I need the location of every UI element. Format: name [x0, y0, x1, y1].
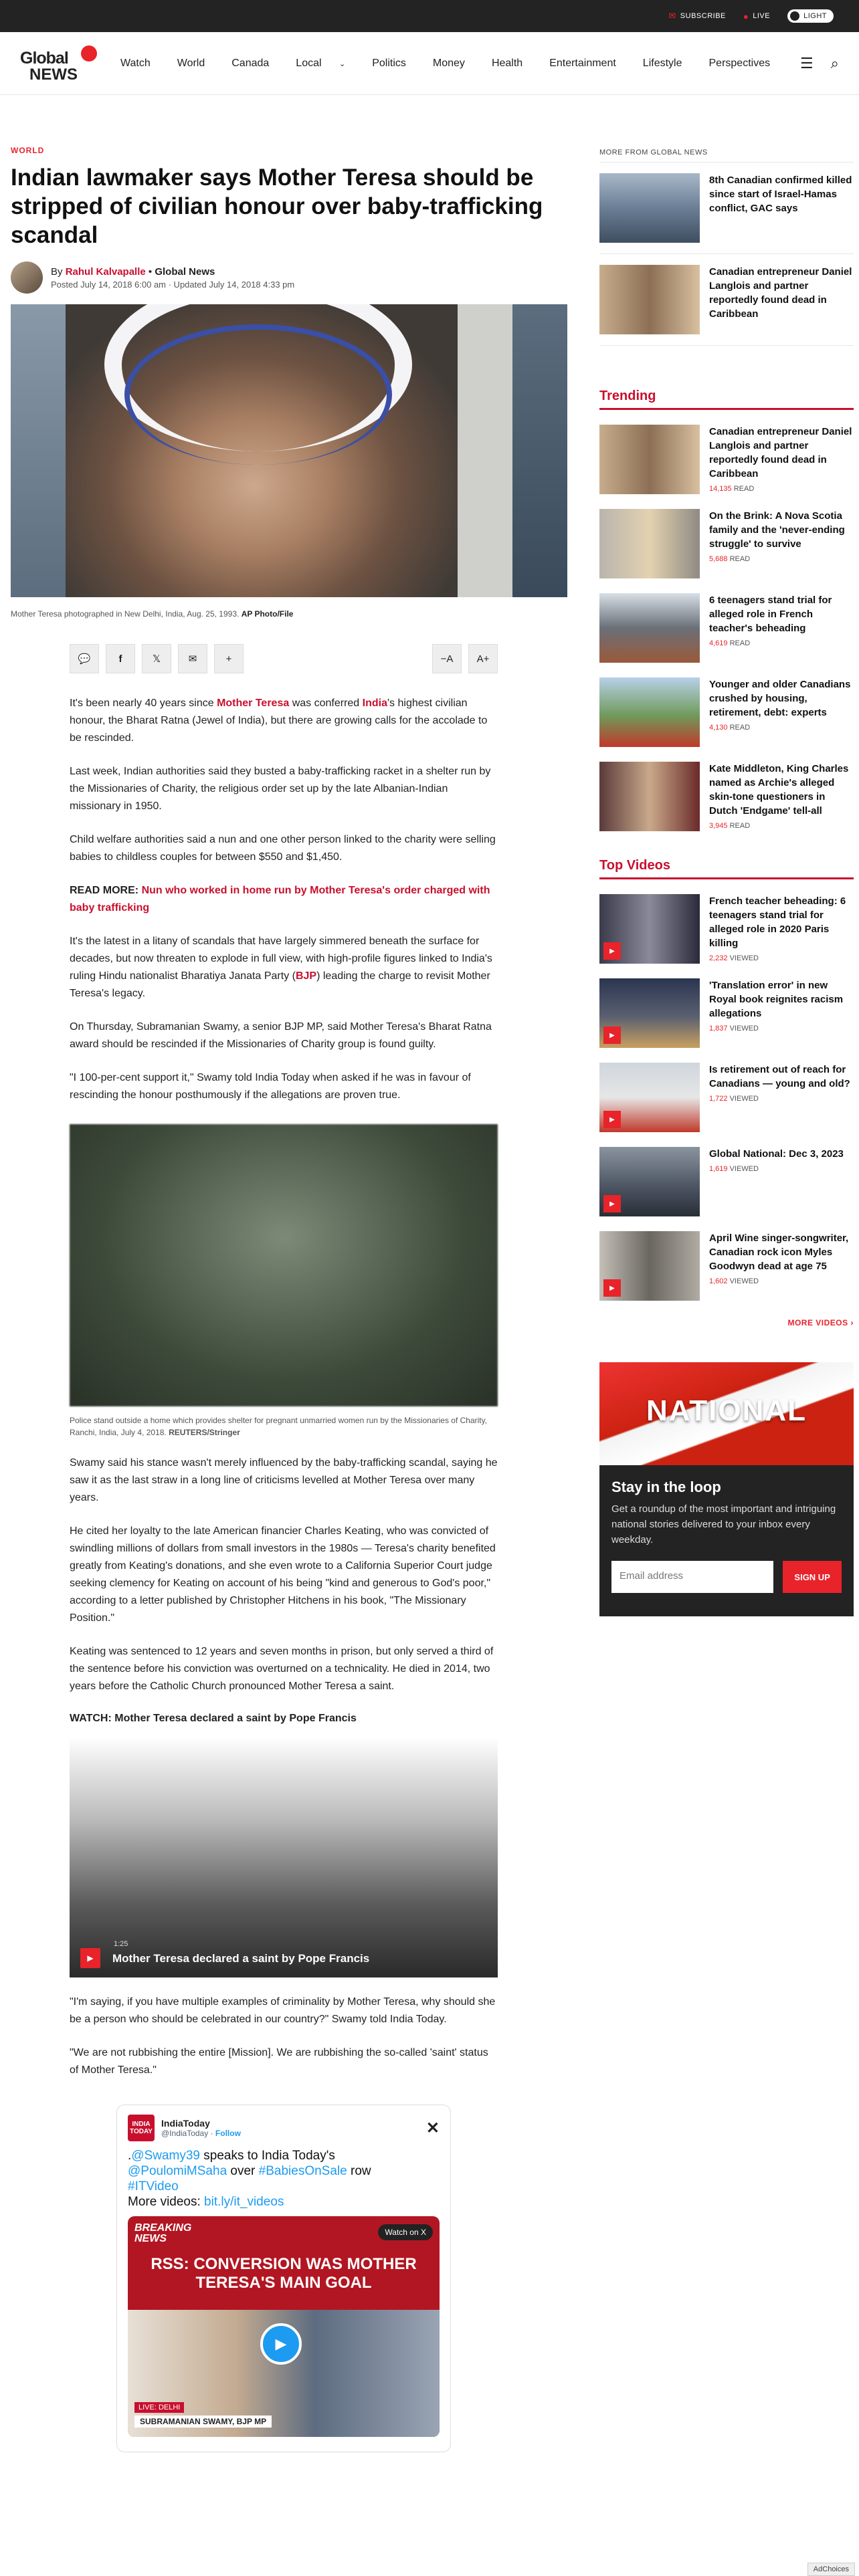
- toggle-knob: [790, 11, 799, 21]
- outlet: Global News: [155, 265, 215, 278]
- follow-link[interactable]: Follow: [215, 2129, 241, 2138]
- paragraph: On Thursday, Subramanian Swamy, a senior BJP MP, said Mother Teresa's Bharat Ratna award should be rescinded if the Missionaries of Charity group is found guilty.: [70, 1021, 492, 1050]
- article-body: [70, 695, 498, 2452]
- article-dates: Posted July 14, 2018 6:00 am · Updated July 14, 2018 4:33 pm: [51, 279, 295, 290]
- logo-dot: [81, 45, 97, 62]
- lower-third: SUBRAMANIAN SWAMY, BJP MP: [134, 2416, 272, 2428]
- live-dot-icon: ●: [743, 11, 749, 21]
- mention-poulomi[interactable]: @PoulomiMSaha: [128, 2164, 227, 2178]
- inline-caption: Police stand outside a home which provides shelter for pregnant unmarried women run by the Missionaries of Charity, Ranchi, India, July 4, 2018. REUTERS/Stringer: [70, 1416, 488, 1437]
- national-banner: NATIONAL: [599, 1362, 854, 1465]
- list-item[interactable]: ▶ 'Translation error' in new Royal book reignites racism allegations 1,837 VIEWED: [599, 978, 854, 1048]
- thumbnail: [599, 509, 700, 578]
- trending-heading: Trending: [599, 389, 854, 410]
- india-today-logo[interactable]: INDIA TODAY: [128, 2115, 155, 2141]
- breaking-news-label: BREAKING NEWS: [134, 2222, 192, 2244]
- email-field[interactable]: Email address: [611, 1561, 773, 1593]
- video-player[interactable]: [70, 1737, 498, 1977]
- link-mother-teresa[interactable]: Mother Teresa: [217, 697, 290, 709]
- tweet-text: .@Swamy39 speaks to India Today's @PoulomiMSaha over #BabiesOnSale row #ITVideo More videos: bit.ly/it_videos: [128, 2149, 371, 2209]
- inline-image: [70, 1124, 498, 1406]
- tweet-author[interactable]: IndiaToday: [161, 2118, 210, 2129]
- x-logo-icon[interactable]: ✕: [425, 2119, 440, 2137]
- theme-toggle[interactable]: LIGHT: [787, 9, 834, 23]
- increase-font-button[interactable]: A+: [468, 644, 498, 673]
- paragraph: Swamy said his stance wasn't merely influenced by the baby-trafficking scandal, saying he saw it as the last straw in a long line of criticisms levelled at Mother Teresa over many years.: [70, 1457, 498, 1503]
- read-more-link[interactable]: Nun who worked in home run by Mother Teresa's order charged with baby trafficking: [70, 885, 490, 914]
- play-icon[interactable]: ▶: [603, 1111, 621, 1128]
- list-item[interactable]: Younger and older Canadians crushed by housing, retirement, debt: experts 4,130 READ: [599, 677, 854, 747]
- sign-up-button[interactable]: SIGN UP: [783, 1561, 842, 1593]
- list-item[interactable]: ▶ French teacher beheading: 6 teenagers stand trial for alleged role in 2020 Paris killing 2,232 VIEWED: [599, 894, 854, 964]
- paragraph: "I'm saying, if you have multiple examples of criminality by Mother Teresa, why should she be a person who should be celebrated in our country?" Swamy told India Today.: [70, 1996, 496, 2025]
- menu-icon[interactable]: ☰: [799, 54, 814, 72]
- more-videos-link[interactable]: bit.ly/it_videos: [204, 2195, 284, 2209]
- article-category[interactable]: WORLD: [11, 146, 45, 155]
- more-videos-link[interactable]: MORE VIDEOS ›: [787, 1318, 854, 1327]
- list-item[interactable]: ▶ Global National: Dec 3, 2023 1,619 VIEWED: [599, 1147, 854, 1216]
- nav-local[interactable]: Local ⌄: [296, 57, 346, 69]
- play-icon[interactable]: ▶: [603, 942, 621, 960]
- paragraph: "We are not rubbishing the entire [Mission]. We are rubbishing the so-called 'saint' status of Mother Teresa.": [70, 2047, 488, 2076]
- adchoices-badge[interactable]: AdChoices: [807, 2563, 855, 2576]
- play-icon[interactable]: ▶: [603, 1027, 621, 1044]
- thumbnail: [599, 1147, 700, 1216]
- decrease-font-button[interactable]: −A: [432, 644, 462, 673]
- thumbnail: [599, 173, 700, 243]
- paragraph: "I 100-per-cent support it," Swamy told India Today when asked if he was in favour of rescinding the honour posthumously if the allegations are proven true.: [70, 1072, 471, 1101]
- mail-icon: ✉: [668, 11, 676, 21]
- watch-heading: WATCH: Mother Teresa declared a saint by Pope Francis: [70, 1713, 357, 1724]
- thumbnail: [599, 978, 700, 1048]
- paragraph: It's been nearly 40 years since Mother Teresa was conferred India's highest civilian honour, the Bharat Ratna (Jewel of India), but there are growing calls for the accolade to be rescinded.: [70, 697, 488, 744]
- embedded-tweet: INDIA TODAY IndiaToday @IndiaToday · Follow ✕ .@Swamy39 speaks to India Today's @PoulomiMSaha over #BabiesOnSale row #ITVideo More videos: bit.ly/it_videos BREAKING NEWS Watch on X RSS: CONVERSION WAS MOTHER TERESA'S MAIN GOAL ▶ LIVE: DELHI SUBRAMANIAN SWAMY, BJP MP: [116, 2105, 451, 2452]
- nav-money[interactable]: Money: [432, 57, 465, 69]
- more-from-label: MORE FROM GLOBAL NEWS: [599, 148, 854, 163]
- chevron-right-icon: ›: [850, 1318, 854, 1327]
- tweet-video[interactable]: [128, 2216, 440, 2437]
- global-news-logo[interactable]: Global NEWS: [20, 43, 107, 84]
- video-duration: 1:25: [114, 1940, 128, 1948]
- facebook-icon[interactable]: f: [106, 644, 135, 673]
- sidebar: [599, 95, 854, 2452]
- nav-world[interactable]: World: [177, 57, 205, 69]
- nav-perspectives[interactable]: Perspectives: [708, 57, 771, 69]
- play-icon[interactable]: ▶: [603, 1195, 621, 1212]
- live-badge: LIVE: DELHI: [134, 2402, 184, 2413]
- author-avatar: [11, 261, 43, 294]
- paragraph: Child welfare authorities said a nun and one other person linked to the charity were selling babies to childless couples for between $550 and $1,450.: [70, 834, 496, 863]
- list-item[interactable]: ▶ Is retirement out of reach for Canadians — young and old? 1,722 VIEWED: [599, 1063, 854, 1132]
- email-icon[interactable]: ✉: [178, 644, 207, 673]
- search-icon[interactable]: ⌕: [830, 54, 839, 72]
- watch-on-x-button[interactable]: Watch on X: [378, 2224, 433, 2240]
- list-item[interactable]: ▶ April Wine singer-songwriter, Canadian rock icon Myles Goodwyn dead at age 75 1,602 VIEWED: [599, 1231, 854, 1301]
- byline: By Rahul Kalvapalle • Global News Posted July 14, 2018 6:00 am · Updated July 14, 2018 4:33 pm: [11, 261, 567, 294]
- article: [11, 95, 567, 2452]
- nav-watch[interactable]: Watch: [120, 57, 151, 69]
- play-icon[interactable]: ▶: [260, 2323, 302, 2365]
- chevron-down-icon: ⌄: [339, 60, 346, 68]
- paragraph: Keating was sentenced to 12 years and seven months in prison, but only served a third of the sentence before his conviction was overturned on a technicality. He died in 2014, two years before the Catholic Church pronounced Mother Teresa a saint.: [70, 1646, 494, 1692]
- more-share-icon[interactable]: +: [214, 644, 244, 673]
- promo-title: Stay in the loop: [611, 1479, 721, 1495]
- paragraph: It's the latest in a litany of scandals that have largely simmered beneath the surface for decades, but now threaten to explode in full view, with high-profile figures linked to India's ruling Hindu nationalist Bharatiya Janata Party (BJP) leading the charge to revisit Mother Teresa's legacy.: [70, 936, 492, 999]
- video-headline: RSS: CONVERSION WAS MOTHER TERESA'S MAIN GOAL: [151, 2255, 417, 2292]
- list-item[interactable]: On the Brink: A Nova Scotia family and the 'never-ending struggle' to survive 5,688 READ: [599, 509, 854, 578]
- hashtag-itvideo[interactable]: #ITVideo: [128, 2179, 179, 2193]
- list-item[interactable]: 6 teenagers stand trial for alleged role in French teacher's beheading 4,619 READ: [599, 593, 854, 663]
- promo-text: Get a roundup of the most important and intriguing national stories delivered to your inbox every weekday.: [611, 1503, 836, 1545]
- nav-health[interactable]: Health: [491, 57, 523, 69]
- newsletter-promo: [599, 1362, 854, 1616]
- nav-entertainment[interactable]: Entertainment: [549, 57, 616, 69]
- video-title: Mother Teresa declared a saint by Pope Francis: [112, 1952, 370, 1965]
- mention-swamy[interactable]: @Swamy39: [131, 2149, 200, 2163]
- share-bar: [70, 644, 498, 673]
- thumbnail: [599, 677, 700, 747]
- nav-canada[interactable]: Canada: [231, 57, 270, 69]
- live-link[interactable]: ● LIVE: [743, 11, 771, 21]
- subscribe-link[interactable]: ✉ SUBSCRIBE: [668, 11, 726, 21]
- thumbnail: [599, 762, 700, 831]
- author-link[interactable]: Rahul Kalvapalle: [65, 265, 146, 278]
- play-icon[interactable]: ▶: [603, 1279, 621, 1297]
- thumbnail: [599, 265, 700, 334]
- tweet-handle[interactable]: @IndiaToday: [161, 2129, 209, 2138]
- paragraph: Last week, Indian authorities said they busted a baby-trafficking racket in a shelter run by the Missionaries of Charity, the religious order set up by the late Albanian-Indian missionary in 1950.: [70, 766, 491, 812]
- top-videos-heading: Top Videos: [599, 858, 854, 879]
- play-icon[interactable]: ▶: [80, 1948, 100, 1968]
- comment-icon[interactable]: 💬: [70, 644, 99, 673]
- hashtag-babies[interactable]: #BabiesOnSale: [258, 2164, 347, 2178]
- list-item[interactable]: Kate Middleton, King Charles named as Archie's alleged skin-tone questioners in Dutch 'Endgame' tell-all 3,945 READ: [599, 762, 854, 831]
- link-india[interactable]: India: [362, 697, 387, 709]
- thumbnail: [599, 425, 700, 494]
- link-bjp[interactable]: BJP: [295, 970, 317, 982]
- article-title: Indian lawmaker says Mother Teresa should be stripped of civilian honour over baby-trafficking scandal: [11, 165, 543, 248]
- nav-politics[interactable]: Politics: [372, 57, 406, 69]
- read-more: READ MORE: Nun who worked in home run by Mother Teresa's order charged with baby trafficking: [70, 885, 490, 914]
- thumbnail: [599, 894, 700, 964]
- paragraph: He cited her loyalty to the late American financier Charles Keating, who was convicted of swindling millions of dollars from small investors in the 1980s — Teresa's charity benefited greatly from Keating's donations, and she even wrote to a California Superior Court judge seeking clemency for Keating on account of his being "kind and generous to God's poor," according to a letter published by Christopher Hitchens in his book, "The Missionary Position.": [70, 1525, 496, 1624]
- utility-bar: [0, 0, 859, 32]
- thumbnail: [599, 593, 700, 663]
- nav-lifestyle[interactable]: Lifestyle: [642, 57, 682, 69]
- hero-image: [11, 304, 567, 597]
- list-item[interactable]: Canadian entrepreneur Daniel Langlois and partner reportedly found dead in Caribbean: [599, 265, 854, 334]
- list-item[interactable]: Canadian entrepreneur Daniel Langlois and partner reportedly found dead in Caribbean 14,135 READ: [599, 425, 854, 494]
- x-icon[interactable]: 𝕏: [142, 644, 171, 673]
- list-item[interactable]: 8th Canadian confirmed killed since start of Israel-Hamas conflict, GAC says: [599, 173, 854, 243]
- thumbnail: [599, 1063, 700, 1132]
- thumbnail: [599, 1231, 700, 1301]
- hero-caption: Mother Teresa photographed in New Delhi, India, Aug. 25, 1993. AP Photo/File: [11, 609, 294, 619]
- main-nav: [0, 32, 859, 95]
